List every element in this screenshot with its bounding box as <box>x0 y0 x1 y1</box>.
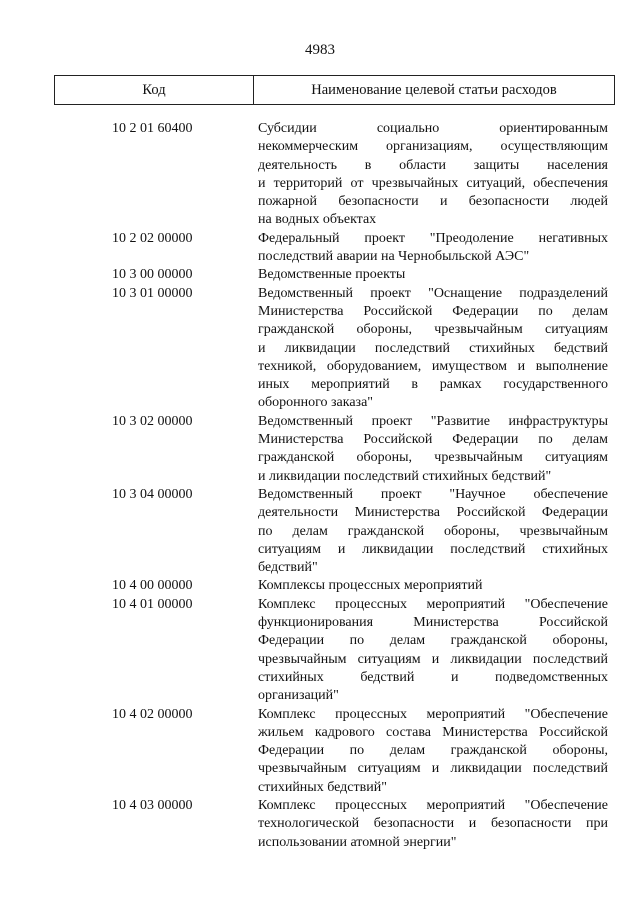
item-code: 10 4 00 00000 <box>112 578 193 594</box>
table-row <box>0 266 640 284</box>
item-name-line: стихийных бедствий и подведомственных <box>258 669 608 685</box>
column-header-name: Наименование целевой статьи расходов <box>311 81 557 98</box>
item-name-line: Министерства Российской Федерации по делам <box>258 303 608 319</box>
item-name-line: Субсидии социально ориентированным <box>258 121 608 136</box>
table-row <box>0 596 640 706</box>
item-name-line: пожарной безопасности и безопасности людей <box>258 194 608 210</box>
item-name <box>258 120 608 230</box>
table-header <box>54 75 615 105</box>
item-name-line: оборонного заказа" <box>258 395 374 411</box>
item-name <box>258 706 608 797</box>
table-row <box>0 230 640 267</box>
item-name-line: Федерации по делам гражданской обороны, <box>258 633 608 649</box>
item-code: 10 4 01 00000 <box>112 596 193 612</box>
item-name-line: стихийных бедствий" <box>258 779 387 795</box>
item-name <box>258 596 608 706</box>
table-row <box>0 797 640 852</box>
item-name-line: и ликвидации последствий стихийных бедствий <box>258 340 608 356</box>
item-name <box>258 285 608 413</box>
table-row <box>0 413 640 486</box>
item-name-line: Федеральный проект "Преодоление негативных <box>258 230 608 246</box>
item-code: 10 3 01 00000 <box>112 285 193 301</box>
item-name-line: на водных объектах <box>258 212 377 228</box>
item-name-line: функционирования Министерства Российской <box>258 615 608 631</box>
table-row <box>0 706 640 797</box>
item-name-line: Федерации по делам гражданской обороны, <box>258 743 608 759</box>
table-row <box>0 285 640 413</box>
item-name-line: гражданской обороны, чрезвычайным ситуациям <box>258 450 608 466</box>
item-name-line: и ликвидации последствий стихийных бедствий" <box>258 468 552 484</box>
item-name-line: Комплекс процессных мероприятий "Обеспечение <box>258 797 608 813</box>
item-name-line: и территорий от чрезвычайных ситуаций, обеспечения <box>258 175 608 191</box>
item-name-line: чрезвычайным ситуациям и ликвидации последствий <box>258 651 608 667</box>
item-name-line: использовании атомной энергии" <box>258 834 457 850</box>
item-name-line: Комплекс процессных мероприятий "Обеспечение <box>258 596 608 612</box>
item-name-line: Ведомственный проект "Развитие инфраструктуры <box>258 413 608 429</box>
item-name <box>258 266 608 284</box>
item-name-line: гражданской обороны, чрезвычайным ситуациям <box>258 322 608 338</box>
item-name <box>258 486 608 577</box>
item-name <box>258 413 608 486</box>
item-name-line: техникой, оборудованием, имуществом и выполнение <box>258 358 608 374</box>
item-name-line: деятельности Министерства Российской Федерации <box>258 505 608 521</box>
item-name-line: организаций" <box>258 688 339 704</box>
item-code: 10 2 01 60400 <box>112 121 193 136</box>
item-name-line: деятельность в области защиты населения <box>258 157 608 173</box>
item-name-line: Ведомственный проект "Научное обеспечение <box>258 486 608 502</box>
item-name-line: Комплексы процессных мероприятий <box>258 578 483 594</box>
column-header-code: Код <box>55 76 254 104</box>
item-name <box>258 230 608 267</box>
table-row <box>0 120 640 230</box>
item-code: 10 2 02 00000 <box>112 230 193 246</box>
item-code: 10 4 03 00000 <box>112 797 193 813</box>
item-code: 10 3 00 00000 <box>112 267 193 283</box>
item-code: 10 3 02 00000 <box>112 413 193 429</box>
item-name <box>258 797 608 852</box>
budget-items-table <box>0 120 640 852</box>
item-name-line: бедствий" <box>258 560 318 576</box>
item-name-line: последствий аварии на Чернобыльской АЭС" <box>258 249 530 265</box>
item-name-line: жильем кадрового состава Министерства Российской <box>258 724 608 740</box>
item-code: 10 4 02 00000 <box>112 706 193 722</box>
table-row <box>0 486 640 577</box>
item-name-line: чрезвычайным ситуациям и ликвидации последствий <box>258 761 608 777</box>
item-name-line: Ведомственный проект "Оснащение подразделений <box>258 285 608 301</box>
item-name-line: технологической безопасности и безопасности при <box>258 816 608 832</box>
item-name-line: Комплекс процессных мероприятий "Обеспечение <box>258 706 608 722</box>
item-name-line: Ведомственные проекты <box>258 267 406 283</box>
page-number: 4983 <box>305 42 335 58</box>
item-name <box>258 577 608 595</box>
item-name-line: некоммерческим организациям, осуществляющим <box>258 139 608 155</box>
item-name-line: ситуациям и ликвидации последствий стихийных <box>258 541 608 557</box>
item-name-line: по делам гражданской обороны, чрезвычайным <box>258 523 608 539</box>
item-code: 10 3 04 00000 <box>112 486 193 502</box>
item-name-line: иных мероприятий в рамках государственного <box>258 377 608 393</box>
table-row <box>0 577 640 595</box>
item-name-line: Министерства Российской Федерации по делам <box>258 432 608 448</box>
